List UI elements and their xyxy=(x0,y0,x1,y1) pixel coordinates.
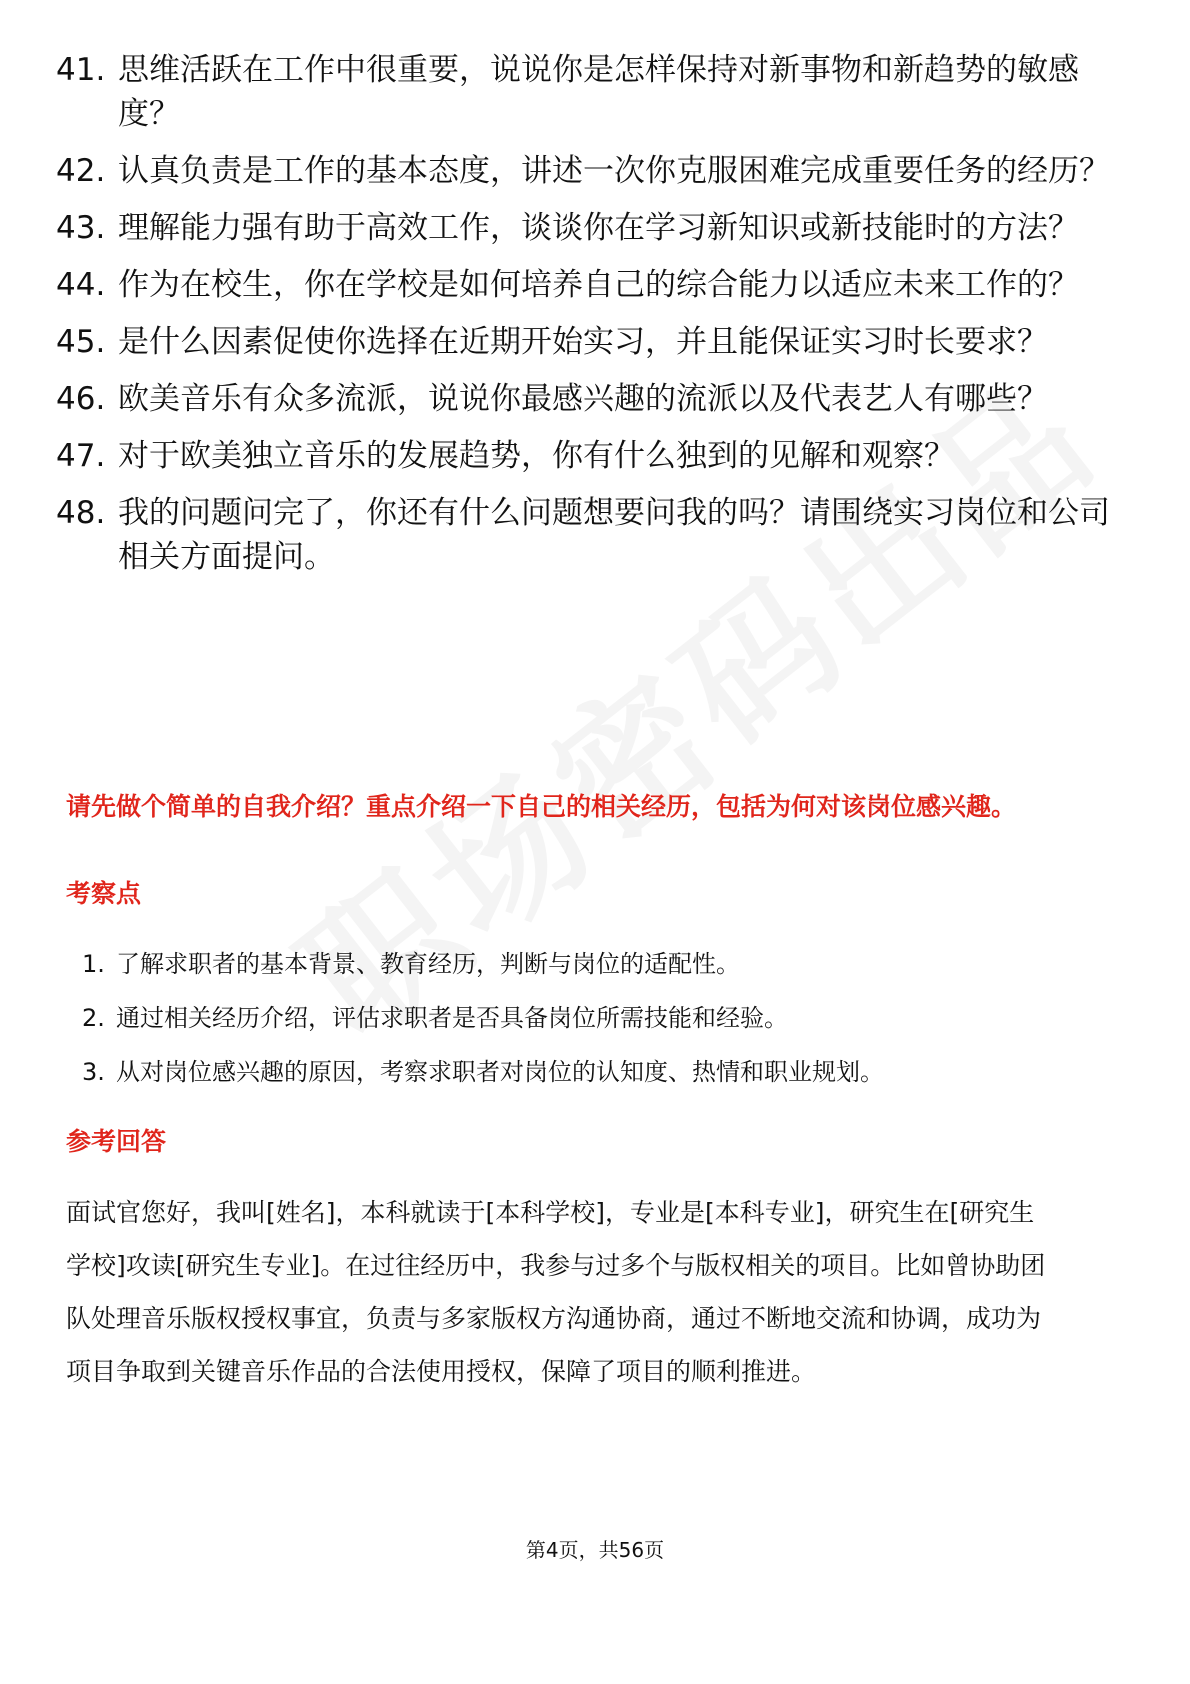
highlighted-question: 请先做个简单的自我介绍？重点介绍一下自己的相关经历，包括为何对该岗位感兴趣。 xyxy=(66,792,1017,821)
point-text: 通过相关经历介绍，评估求职者是否具备岗位所需技能和经验。 xyxy=(116,1004,788,1032)
question-text: 思维活跃在工作中很重要，说说你是怎样保持对新事物和新趋势的敏感度？ xyxy=(118,52,1079,132)
list-item xyxy=(82,1052,1042,1092)
list-item xyxy=(82,944,1042,984)
focus-heading: 考察点 xyxy=(66,879,142,908)
focus-point-list xyxy=(82,944,1042,1106)
point-text: 从对岗位感兴趣的原因，考察求职者对岗位的认知度、热情和职业规划。 xyxy=(116,1058,884,1086)
list-item xyxy=(56,149,1136,193)
question-number: 44. xyxy=(56,267,106,303)
question-number: 42. xyxy=(56,153,106,189)
point-text: 了解求职者的基本背景、教育经历，判断与岗位的适配性。 xyxy=(116,950,740,978)
list-item xyxy=(56,48,1136,136)
question-text: 作为在校生，你在学校是如何培养自己的综合能力以适应未来工作的？ xyxy=(118,267,1079,303)
question-text: 对于欧美独立音乐的发展趋势，你有什么独到的见解和观察？ xyxy=(118,438,955,474)
question-list xyxy=(56,48,1136,592)
list-item xyxy=(56,263,1136,307)
question-number: 45. xyxy=(56,324,106,360)
answer-heading: 参考回答 xyxy=(66,1127,167,1156)
question-number: 47. xyxy=(56,438,106,474)
point-number: 3. xyxy=(82,1058,105,1086)
question-number: 46. xyxy=(56,381,106,417)
question-text: 理解能力强有助于高效工作，谈谈你在学习新知识或新技能时的方法？ xyxy=(118,210,1079,246)
answer-paragraph: 面试官您好，我叫[姓名]，本科就读于[本科学校]，专业是[本科专业]，研究生在[研究生学校]攻读[研究生专业]。在过往经历中，我参与过多个与版权相关的项目。比如曾协助团队处理音乐版权授权事宜，负责与多家版权方沟通协商，通过不断地交流和协调，成功为项目争取到关键音乐作品的合法使用授权，保障了项目的顺利推进。 xyxy=(66,1198,1046,1386)
question-text: 欧美音乐有众多流派，说说你最感兴趣的流派以及代表艺人有哪些？ xyxy=(118,381,1048,417)
question-text: 我的问题问完了，你还有什么问题想要问我的吗？请围绕实习岗位和公司相关方面提问。 xyxy=(118,495,1110,575)
point-number: 1. xyxy=(82,950,105,978)
list-item xyxy=(56,206,1136,250)
list-item xyxy=(56,434,1136,478)
question-number: 43. xyxy=(56,210,106,246)
question-text: 认真负责是工作的基本态度，讲述一次你克服困难完成重要任务的经历？ xyxy=(118,153,1110,189)
question-number: 41. xyxy=(56,52,106,88)
page-footer: 第4页，共56页 xyxy=(525,1538,665,1562)
list-item xyxy=(56,491,1136,579)
list-item xyxy=(82,998,1042,1038)
point-number: 2. xyxy=(82,1004,105,1032)
list-item xyxy=(56,320,1136,364)
question-number: 48. xyxy=(56,495,106,531)
list-item xyxy=(56,377,1136,421)
question-text: 是什么因素促使你选择在近期开始实习，并且能保证实习时长要求？ xyxy=(118,324,1048,360)
